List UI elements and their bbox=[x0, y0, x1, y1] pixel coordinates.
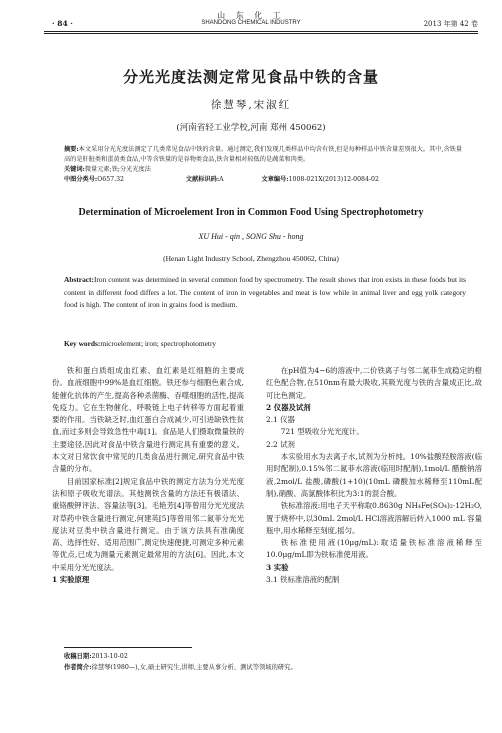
affiliation-en: (Henan Light Industry School, Zhengzhou 450062, China) bbox=[163, 254, 339, 263]
paragraph-stock-solution: 铁标准溶液:用电子天平称取0.8630g NH₄Fe(SO₄)₂·12H₂O,置于烧杯中,以30mL 2mol/L HCl溶液溶解后转入1000 mL 容量瓶中,用水稀释至刻度,摇匀。 bbox=[266, 501, 482, 535]
author-bio-label: 作者简介: bbox=[64, 664, 92, 671]
journal-name-en: SHANDONG CHEMICAL INDUSTRY bbox=[201, 20, 301, 26]
authors-cn: 徐慧琴,宋淑红 bbox=[210, 99, 292, 111]
body-right-column bbox=[266, 365, 482, 586]
clc-number: O657.32 bbox=[97, 176, 124, 183]
header-rule-thin bbox=[44, 33, 478, 34]
subsection-heading-standard-prep: 3.1 铁标准溶液的配制 bbox=[266, 575, 340, 585]
footnote-received bbox=[64, 651, 484, 662]
paragraph-reagents: 本实验用水为去离子水,试剂为分析纯。10%盐酸羟胺溶液(临用时配制),0.15%邻二氮菲水溶液(临用时配制),1mol/L 醋酸钠溶液,2mol/L 盐酸,磷酸(1+10)(10mL 磷酸加水稀释至110mL配制),硝酸、高氯酸体积比为3:1的混合酸。 bbox=[266, 452, 482, 498]
paragraph-instrument: 721 型吸收分光光度计。 bbox=[280, 427, 364, 437]
paper-title-cn: 分光光度法测定常见食品中铁的含量 bbox=[122, 68, 379, 86]
author-bio: 徐慧琴(1980—),女,硕士研究生,讲师,主要从事分析、测试等领域的研究。 bbox=[91, 664, 297, 671]
header-rule bbox=[44, 31, 478, 32]
abstract-cn-text: 本文采用分光光度法测定了几类常见食品中铁的含量。通过测定,我们发现几类样品中均含有铁,但是每种样品中铁含量差别很大。其中,含铁量高的是肝脏类和蛋黄类食品,中等含铁量的是谷物类食品,铁含量相对较低的是蔬菜和肉类。 bbox=[64, 146, 463, 163]
received-date: 2013-10-02 bbox=[91, 653, 128, 660]
abstract-en bbox=[64, 274, 466, 312]
subsection-heading-reagents: 2.2 试剂 bbox=[266, 439, 295, 449]
clc-label: 中图分类号: bbox=[64, 176, 98, 183]
abstract-en-label: Abstract: bbox=[64, 275, 94, 284]
paragraph-working-solution: 铁标准使用液(10μg/mL):取适量铁标准溶液稀释至10.0μg/mL即为铁标准使用液。 bbox=[266, 538, 482, 560]
doc-code: A bbox=[219, 176, 224, 183]
abstract-en-text: Iron content was determined in several common food by spectrometry. The result shows that iron exists in these foods but its content in different food differs a lot. The content of iron in vegetables and meat is low while in animal liver and egg yolk category food is high. The content of iron in grains food is medium. bbox=[64, 275, 466, 310]
body-left-column bbox=[52, 365, 244, 586]
article-no-label: 文章编号: bbox=[261, 176, 289, 183]
subsection-heading-instrument: 2.1 仪器 bbox=[266, 415, 295, 425]
affiliation-cn: (河南省轻工业学校,河南 郑州 450062) bbox=[176, 123, 326, 133]
abstract-cn bbox=[64, 145, 464, 185]
paper-title-en: Determination of Microelement Iron in Common Food Using Spectrophotometry bbox=[78, 207, 424, 218]
keywords-en: microelement; iron; spectrophotometry bbox=[100, 339, 217, 348]
abstract-cn-label: 摘要: bbox=[64, 146, 79, 153]
keywords-cn-label: 关键词: bbox=[64, 166, 85, 173]
paragraph-principle: 在pH值为4~6的溶液中,二价铁离子与邻二氮菲生成稳定的橙红色配合物,在510nm有最大吸收,其吸光度与铁的含量成正比,故可比色测定。 bbox=[266, 366, 482, 400]
authors-en: XU Hui - qin , SONG Shu - hong bbox=[198, 232, 304, 241]
paragraph-methods-review: 目前国家标准[2]规定食品中铁的测定方法为分光光度法和原子吸收光谱法。其他测铁含量的方法还有极谱法、重铬酸钾评法、容量法等[3]。毛艳芳[4]等曾用分光光度法对草药中铁含量进行测定,何建英[5]等曾用邻二氮菲分光光度法对豆类中铁含量进行测定。由于该方法具有准确度高、选择性好、适用范围广,测定快速便捷,可测定多种元素等优点,已成为测量元素测定最常用的方法[6]。因此,本文中采用分光光度法。 bbox=[52, 476, 244, 572]
keywords-en-label: Key words: bbox=[64, 339, 101, 348]
paragraph-intro: 铁和蛋白质组成血红素、血红素是红细胞的主要成份。血液细胞中99%是血红细胞。铁还参与细胞色素合成,能催化抗体的产生,提高各种杀菌酶、吞噬细胞的活性,提高免疫力。它在生物催化、呼吸链上电子转移等方面起着重要的作用。当铁缺乏时,血红蛋白合成减少,可引进缺铁性贫血,而过多则会导致急性中毒[1]。食品是人们摄取微量铁的主要途径,因此对食品中铁含量进行测定具有重要的意义。本文对日常饮食中常见的几类食品进行测定,研究食品中铁含量的分布。 bbox=[52, 366, 244, 474]
section-heading-instruments: 2 仪器及试剂 bbox=[266, 402, 311, 412]
received-label: 收稿日期: bbox=[64, 653, 92, 660]
section-heading-experiment: 3 实验 bbox=[266, 562, 289, 572]
journal-name-cn: 山 东 化 工 bbox=[217, 11, 285, 20]
doc-code-label: 文献标识码: bbox=[185, 176, 220, 183]
section-heading-principle: 1 实验原理 bbox=[52, 575, 90, 585]
page-number: · 84 · bbox=[52, 19, 73, 28]
issue-info: 2013 年第 42 卷 bbox=[423, 20, 478, 28]
footnote-rule bbox=[64, 647, 192, 648]
keywords-cn: 微量元素;铁;分光光度法 bbox=[84, 166, 151, 173]
keywords-en-line bbox=[64, 339, 464, 348]
footnote-author-bio bbox=[64, 662, 484, 673]
article-no: 1008-021X(2013)12-0084-02 bbox=[288, 176, 379, 183]
